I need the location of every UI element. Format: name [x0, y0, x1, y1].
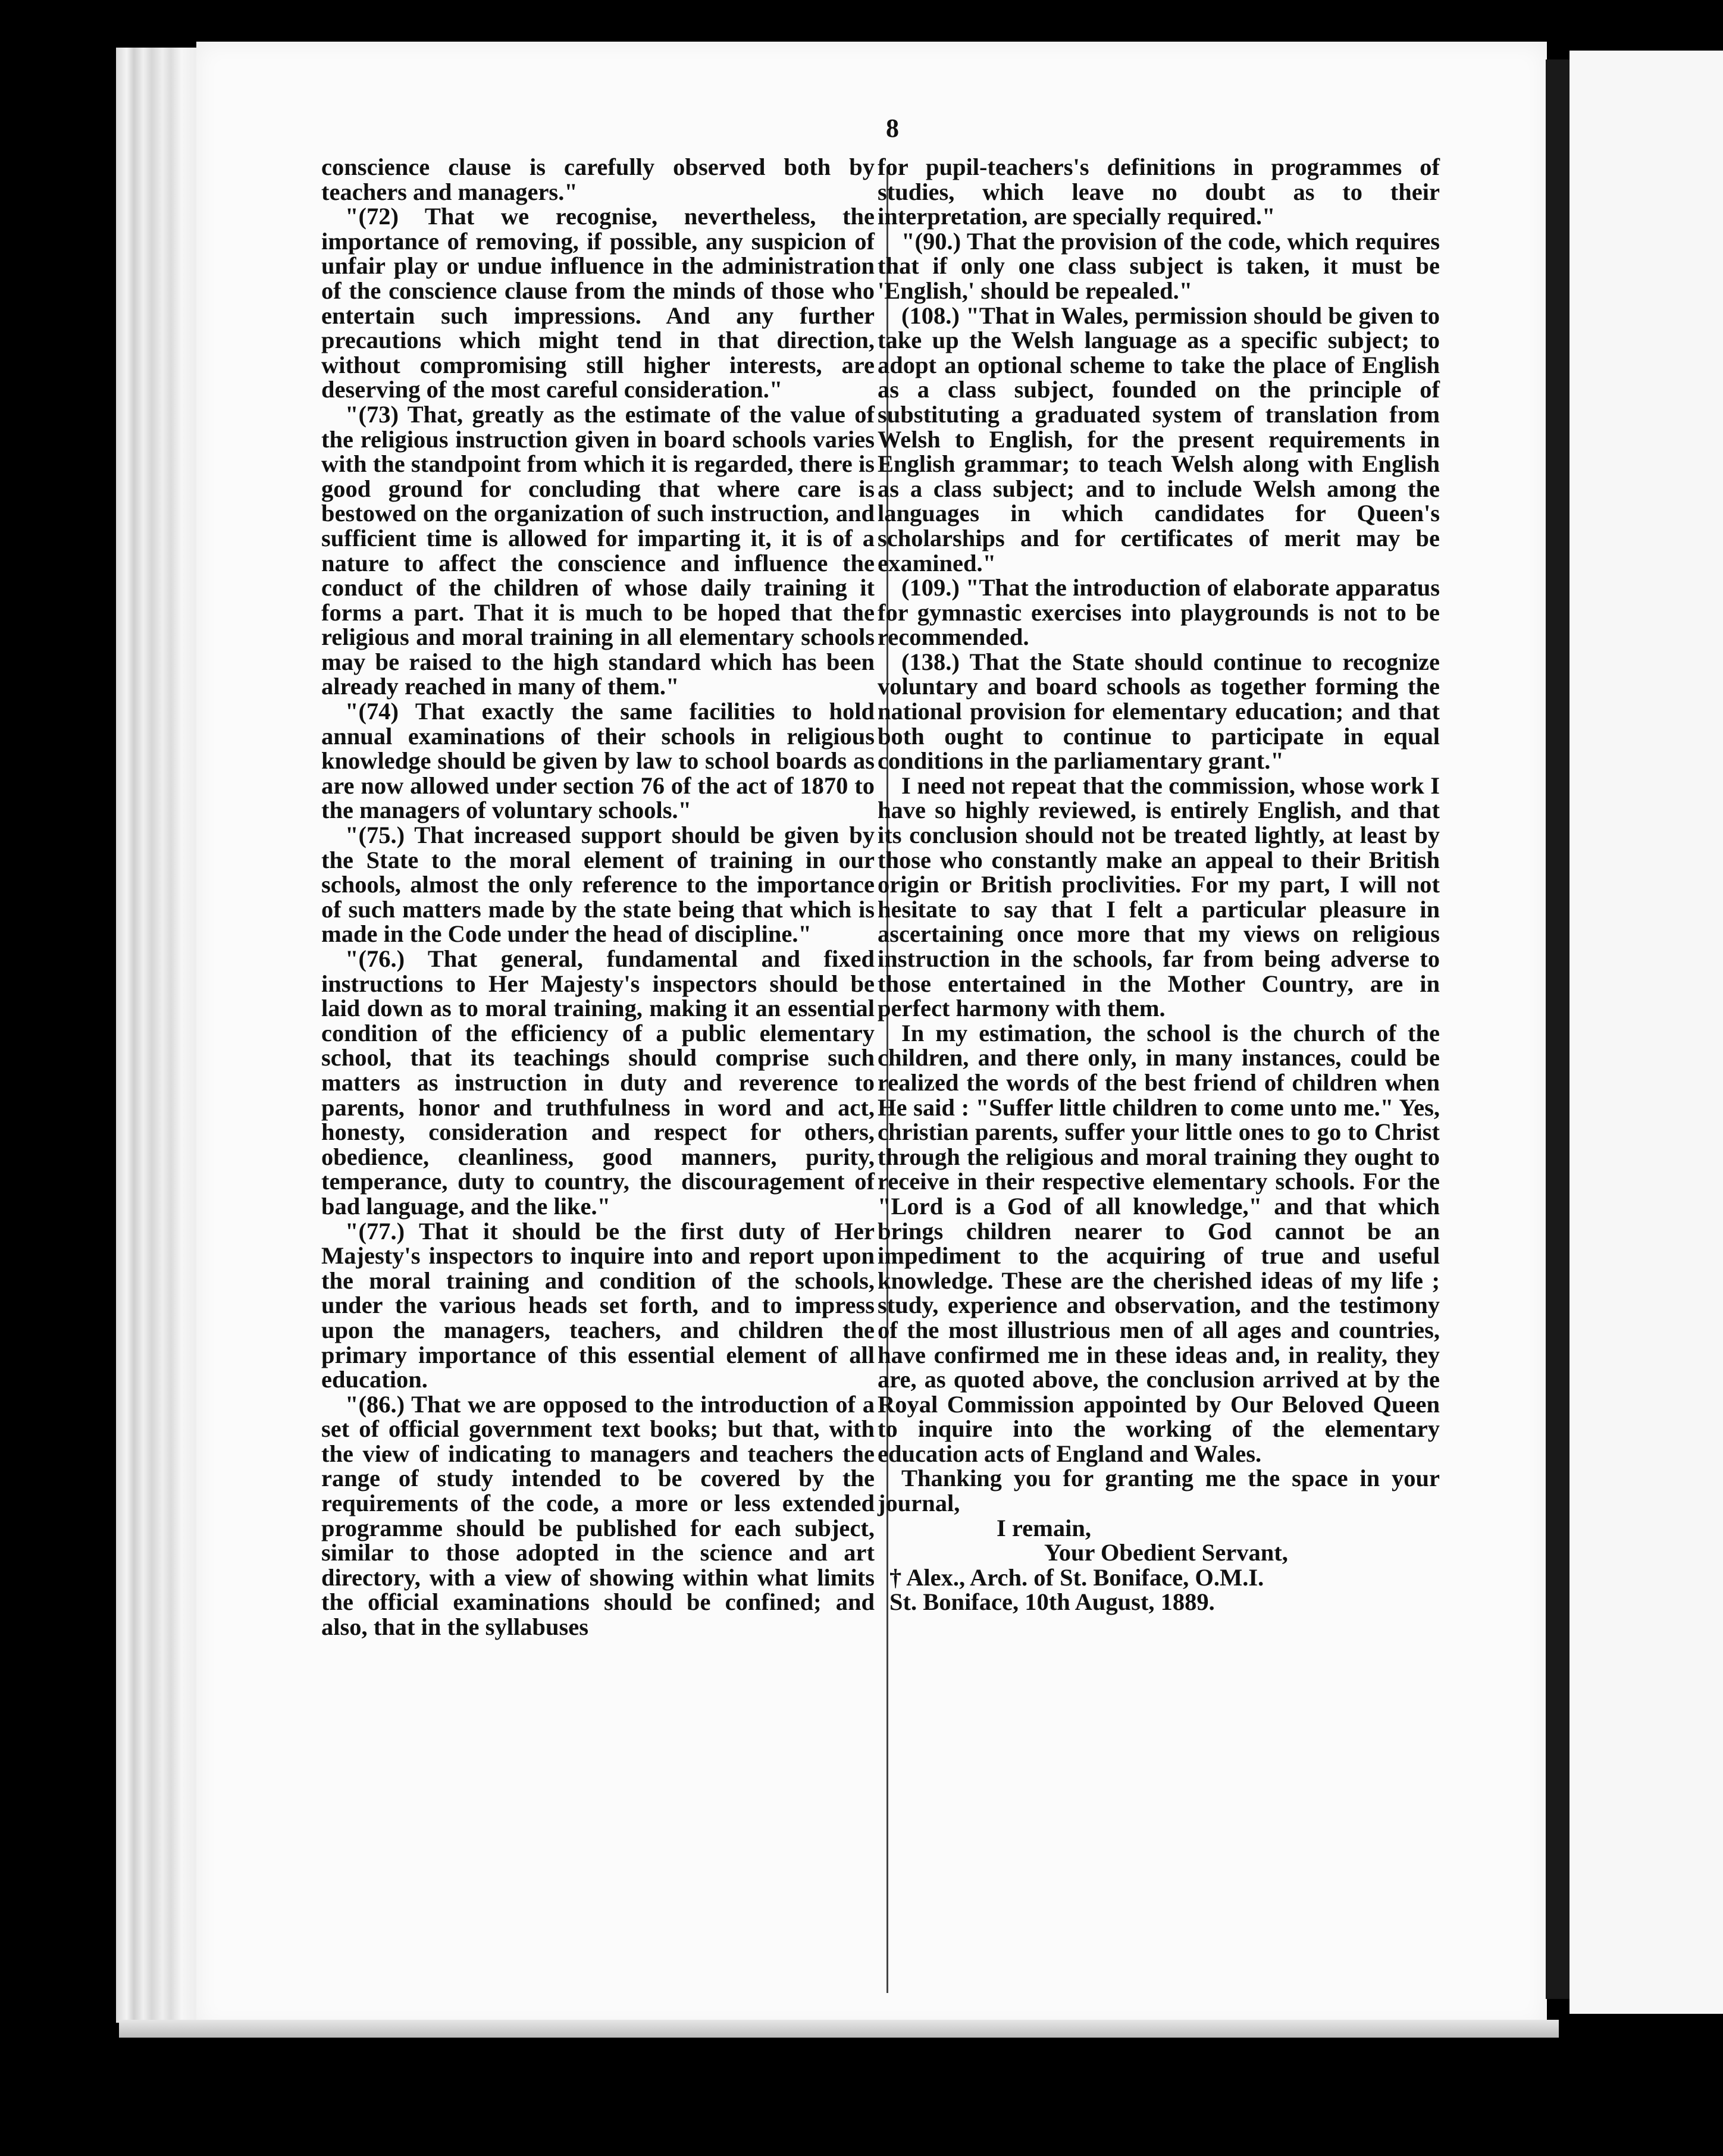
paragraph: (138.) That the State should continue to recognize voluntary and board schools as together forming the national provision for elementary education; and that both ought to continue to participate in equal conditions in the parliamentary grant."	[878, 648, 1440, 775]
paragraph: "(86.) That we are opposed to the introduction of a set of official government text books; but that, with the view of indicating to managers and teachers the range of study intended to be covered by the requirements of the code, a more or less extended programme should be published for each subject, similar to those adopted in the science and art directory, with a view of showing within what limits the official examinations should be confined; and also, that in the syllabuses	[321, 1390, 875, 1641]
paragraph: I need not repeat that the commission, whose work I have so highly reviewed, is entirely English, and that its conclusion should not be treated lightly, at least by those who constantly make an appeal to their British origin or British proclivities. For my part, I will not hesitate to say that I felt a particular pleasure in ascertaining once more that my views on religious instruction in the schools, far from being adverse to those entertained in the Mother Country, are in perfect harmony with them.	[878, 772, 1440, 1022]
paragraph: (109.) "That the introduction of elaborate apparatus for gymnastic exercises into playgrounds is not to be recommended.	[878, 574, 1440, 651]
closing-place-date: St. Boniface, 10th August, 1889.	[889, 1588, 1215, 1616]
paragraph: "(74) That exactly the same facilities to hold annual examinations of their schools in religious knowledge should be given by law to school boards as are now allowed under section 76 of the act of 1870 to the managers of voluntary schools."	[321, 698, 875, 824]
paragraph: "(75.) That increased support should be given by the State to the moral element of training in our schools, almost the only reference to the importance of such matters made by the state being that which is made in the Code under the head of discipline."	[321, 822, 875, 948]
page-bottom-edge	[119, 2020, 1559, 2038]
page-number: 8	[886, 114, 899, 143]
paragraph: In my estimation, the school is the church of the children, and there only, in many instances, could be realized the words of the best friend of children when He said : "Suffer little children to come unto me." Yes, christian parents, suffer your little ones to go to Christ through the religious and moral training they ought to receive in their respective elementary schools. For the "Lord is a God of all knowledge," and that which brings children nearer to God cannot be an impediment to the acquiring of true and useful knowledge. These are the cherished ideas of my life ; study, experience and observation, and the testimony of the most illustrious men of all ages and countries, have confirmed me in these ideas and, in reality, they are, as quoted above, the conclusion arrived at by the Royal Commission appointed by Our Beloved Queen to inquire into the working of the elementary education acts of England and Wales.	[878, 1019, 1440, 1467]
paragraph: Thanking you for granting me the space in your journal,	[878, 1465, 1440, 1517]
paragraph: "(73) That, greatly as the estimate of the value of the religious instruction given in board schools varies with the standpoint from which it is regarded, there is good ground for concluding that where care is bestowed on the organization of such instruction, and sufficient time is allowed for imparting it, it is of a nature to affect the conscience and influence the conduct of the children of whose daily training it forms a part. That it is much to be hoped that the religious and moral training in all elementary schools may be raised to the high standard which has been already reached in many of them."	[321, 400, 875, 700]
paragraph: "(72) That we recognise, nevertheless, the importance of removing, if possible, any suspicion of unfair play or undue influence in the administration of the conscience clause from the minds of those who entertain such impressions. And any further precautions which might tend in that direction, without compromising still higher interests, are deserving of the most careful consideration."	[321, 203, 875, 403]
paragraph: "(76.) That general, fundamental and fixed instructions to Her Majesty's inspectors should be laid down as to moral training, making it an essential condition of the efficiency of a public elementary school, that its teachings should comprise such matters as instruction in duty and reverence to parents, honor and truthfulness in word and act, honesty, consideration and respect for others, obedience, cleanliness, good manners, purity, temperance, duty to country, the discouragement of bad language, and the like."	[321, 945, 875, 1220]
paragraph: (108.) "That in Wales, permission should be given to take up the Welsh language as a specific subject; to adopt an optional scheme to take the place of English as a class subject, founded on the principle of substituting a graduated system of translation from Welsh to English, for the present requirements in English grammar; to teach Welsh along with English as a class subject; and to include Welsh among the languages in which candidates for Queen's scholarships and for certificates of merit may be examined."	[878, 302, 1440, 576]
letter-closing	[878, 1516, 1440, 1615]
scan-page-edges	[116, 48, 205, 2023]
paragraph: for pupil-teachers's definitions in programmes of studies, which leave no doubt as to their interpretation, are specially required."	[878, 153, 1440, 230]
paragraph: "(77.) That it should be the first duty of Her Majesty's inspectors to inquire into and report upon the moral training and condition of the schools, under the various heads set forth, and to impress upon the managers, teachers, and children the primary importance of this essential element of all education.	[321, 1217, 875, 1393]
facing-page	[1570, 51, 1723, 2014]
right-column	[878, 155, 1440, 1615]
paragraph: "(90.) That the provision of the code, which requires that if only one class subject is taken, it must be 'English,' should be repealed."	[878, 227, 1440, 304]
closing-signature: † Alex., Arch. of St. Boniface, O.M.I.	[889, 1563, 1264, 1591]
left-column	[321, 155, 875, 1640]
closing-servant: Your Obedient Servant,	[1044, 1539, 1288, 1566]
closing-remain: I remain,	[997, 1514, 1091, 1541]
book-spine	[1546, 59, 1570, 1999]
paragraph: conscience clause is carefully observed both by teachers and managers."	[321, 153, 875, 205]
